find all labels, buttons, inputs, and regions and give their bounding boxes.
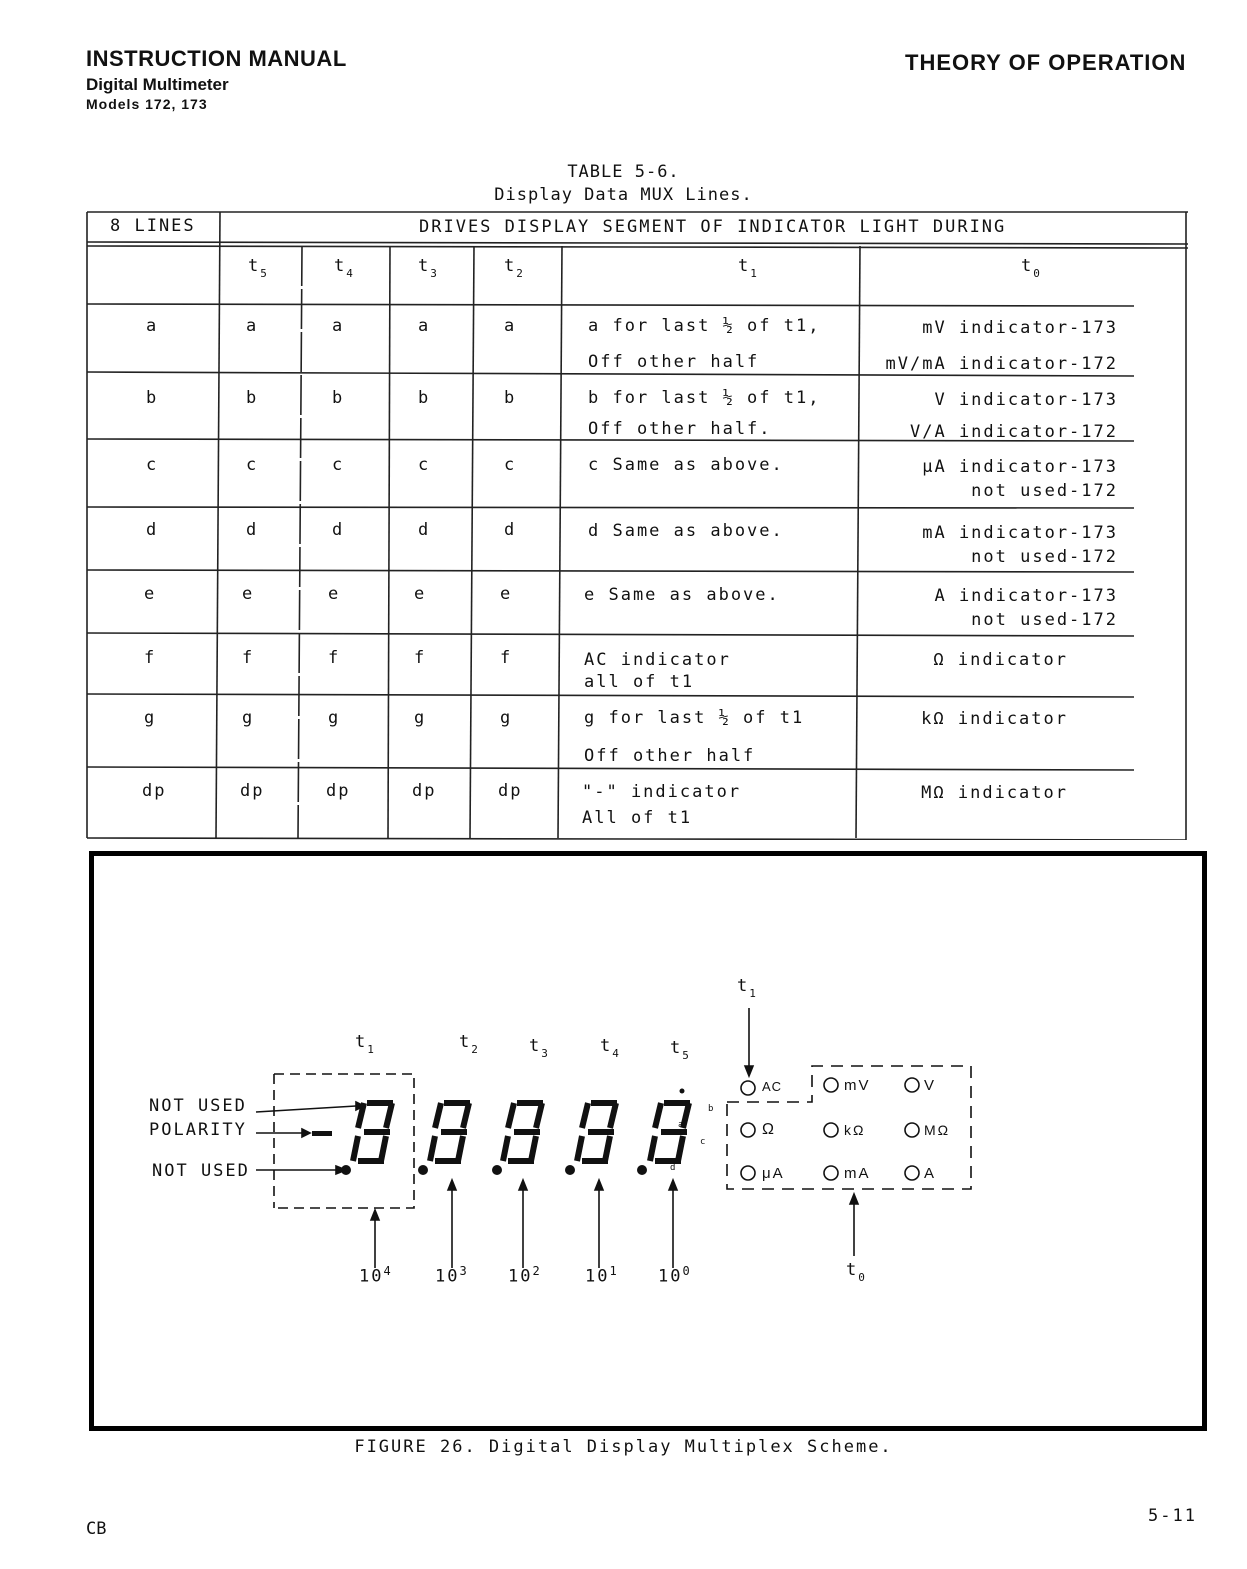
t4-cell: c <box>332 455 345 475</box>
t3-cell: a <box>418 316 431 336</box>
line-cell: g <box>144 708 157 728</box>
t2-cell: b <box>504 388 517 408</box>
t3-cell: dp <box>412 781 437 801</box>
polarity-label: POLARITY <box>149 1120 247 1140</box>
indicator-lamp <box>741 1123 755 1137</box>
indicator-lamp <box>741 1081 755 1095</box>
t3-cell: g <box>414 708 427 728</box>
header-t3: $t_3$ <box>418 256 439 280</box>
line-cell: f <box>144 648 157 668</box>
arrow-head <box>302 1129 310 1137</box>
t0-cell-line1: V indicator-173 <box>934 390 1118 410</box>
digit-segment <box>353 1136 358 1161</box>
indicator-lamp <box>824 1166 838 1180</box>
digit-value-10-0: $10^0$ <box>658 1264 692 1287</box>
digit-value-10-1: $10^1$ <box>585 1264 619 1287</box>
t0-cell-line2: not used-172 <box>971 610 1118 630</box>
indicator-label-mv: mV <box>844 1077 871 1094</box>
t1-cell-line1: "-" indicator <box>582 782 742 802</box>
indicator-lamp <box>741 1166 755 1180</box>
digit-value-10-2: $10^2$ <box>508 1264 542 1287</box>
page-number: 5-11 <box>1148 1506 1197 1526</box>
t4-cell: g <box>328 708 341 728</box>
t0-cell-line1: kΩ indicator <box>921 709 1068 729</box>
t1-cell-line1: d Same as above. <box>588 521 784 541</box>
indicator-label-mohm: MΩ <box>924 1122 951 1138</box>
t2-cell: f <box>500 648 513 668</box>
figure-drawing <box>94 856 1202 1426</box>
header-t0: $t_0$ <box>1021 256 1042 280</box>
decimal-point <box>680 1089 685 1094</box>
section-title: THEORY OF OPERATION <box>905 50 1187 75</box>
digit-segment <box>503 1136 508 1161</box>
t4-cell: f <box>328 648 341 668</box>
digit-segment <box>364 1129 390 1135</box>
t0-cell-line1: mV indicator-173 <box>922 318 1118 338</box>
t0-cell-line1: μA indicator-173 <box>922 457 1118 477</box>
digit-value-10-3: $10^3$ <box>435 1264 469 1287</box>
t0-cell-line1: Ω indicator <box>933 650 1068 670</box>
line-cell: dp <box>142 781 167 801</box>
t1-cell-line2: Off other half <box>584 746 756 766</box>
digit-segment <box>655 1103 661 1128</box>
t5-cell: dp <box>240 781 265 801</box>
indicator-time-t0: $t_0$ <box>846 1260 867 1284</box>
multiplex-figure <box>89 851 1207 1431</box>
indicator-label-kohm: kΩ <box>844 1122 866 1138</box>
decimal-point <box>418 1165 428 1175</box>
digit-segment <box>386 1103 392 1128</box>
segment-letter-a: a <box>678 1120 684 1130</box>
indicator-label-ua: μA <box>762 1165 785 1182</box>
line-cell: b <box>146 388 159 408</box>
t1-cell-line2: all of t1 <box>584 672 695 692</box>
t5-cell: c <box>246 455 259 475</box>
t1-cell-line1: g for last ½ of t1 <box>584 708 805 728</box>
indicator-lamp <box>905 1123 919 1137</box>
mux-lines-table <box>86 208 1188 840</box>
digit-segment <box>536 1103 542 1128</box>
t4-cell: dp <box>326 781 351 801</box>
t2-cell: dp <box>498 781 523 801</box>
digit-segment <box>683 1103 689 1128</box>
t5-cell: e <box>242 584 255 604</box>
digit-segment <box>508 1103 514 1128</box>
t3-cell: f <box>414 648 427 668</box>
indicator-label-a: A <box>924 1165 937 1182</box>
digit-segment <box>650 1136 655 1161</box>
header-8-lines: 8 LINES <box>110 216 196 236</box>
header-t5: $t_5$ <box>248 256 269 280</box>
digit-segment <box>463 1103 469 1128</box>
digit-segment <box>531 1136 536 1161</box>
t5-cell: b <box>246 388 259 408</box>
line-cell: a <box>146 316 159 336</box>
t3-cell: d <box>418 520 431 540</box>
footer-code: CB <box>86 1519 107 1539</box>
manual-subtitle: Digital Multimeter <box>86 75 229 94</box>
table-caption-title: Display Data MUX Lines. <box>494 185 753 205</box>
indicator-lamp <box>824 1078 838 1092</box>
digit-segment <box>582 1103 588 1128</box>
header-drives-display: DRIVES DISPLAY SEGMENT OF INDICATOR LIGHT DURING <box>419 217 1007 237</box>
t5-cell: a <box>246 316 259 336</box>
digit-segment <box>577 1136 582 1161</box>
digit-time-t3: $t_3$ <box>529 1036 550 1060</box>
segment-letter-c: c <box>700 1137 706 1147</box>
t5-cell: d <box>246 520 259 540</box>
digit-time-t4: $t_4$ <box>600 1036 621 1060</box>
t1-cell-line1: AC indicator <box>584 650 731 670</box>
indicator-label-ac: AC <box>762 1079 783 1094</box>
digit-time-t1: $t_1$ <box>355 1032 376 1056</box>
t4-cell: d <box>332 520 345 540</box>
indicator-lamp <box>905 1078 919 1092</box>
header-t4: $t_4$ <box>334 256 355 280</box>
t3-cell: b <box>418 388 431 408</box>
digit-segment <box>678 1136 683 1161</box>
t4-cell: e <box>328 584 341 604</box>
manual-models: Models 172, 173 <box>86 96 208 112</box>
t1-cell-line1: e Same as above. <box>584 585 780 605</box>
polarity-minus-segment <box>312 1131 332 1136</box>
t1-cell-line1: a for last ½ of t1, <box>588 316 821 336</box>
decimal-point <box>637 1165 647 1175</box>
indicator-time-t1: $t_1$ <box>737 976 758 1000</box>
t0-cell-line1: mA indicator-173 <box>922 523 1118 543</box>
t4-cell: a <box>332 316 345 336</box>
line-cell: d <box>146 520 159 540</box>
t1-cell-line2: Off other half <box>588 352 760 372</box>
header-t1: $t_1$ <box>738 256 759 280</box>
seven-segment-digits <box>353 1100 690 1164</box>
indicator-label-ohm: Ω <box>762 1121 776 1138</box>
t2-cell: a <box>504 316 517 336</box>
t1-cell-line1: c Same as above. <box>588 455 784 475</box>
digit-segment <box>435 1103 441 1128</box>
digit-segment <box>588 1129 614 1135</box>
t0-cell-line1: A indicator-173 <box>934 586 1118 606</box>
t5-cell: g <box>242 708 255 728</box>
digit-time-t5: $t_5$ <box>670 1038 691 1062</box>
digit-segment <box>514 1129 540 1135</box>
t2-cell: e <box>500 584 513 604</box>
line-cell: c <box>146 455 159 475</box>
t0-cell-line1: MΩ indicator <box>921 783 1068 803</box>
line-cell: e <box>144 584 157 604</box>
t1-cell-line2: Off other half. <box>588 419 772 439</box>
indicator-lamp <box>824 1123 838 1137</box>
segment-letter-b: b <box>708 1104 714 1114</box>
t1-cell-line2: All of t1 <box>582 808 693 828</box>
not-used-label-bottom: NOT USED <box>152 1161 250 1181</box>
t0-cell-line2: V/A indicator-172 <box>910 422 1118 442</box>
t1-digit-box <box>274 1074 414 1208</box>
not-used-label-top: NOT USED <box>149 1096 247 1116</box>
digit-segment <box>610 1103 616 1128</box>
t2-cell: d <box>504 520 517 540</box>
decimal-point <box>341 1165 351 1175</box>
indicator-label-ma: mA <box>844 1165 871 1182</box>
t4-cell: b <box>332 388 345 408</box>
digit-segment <box>430 1136 435 1161</box>
indicator-lamp <box>905 1166 919 1180</box>
t2-cell: g <box>500 708 513 728</box>
digit-segment <box>458 1136 463 1161</box>
t3-cell: c <box>418 455 431 475</box>
decimal-point <box>492 1165 502 1175</box>
figure-caption: FIGURE 26. Digital Display Multiplex Scheme. <box>354 1437 893 1457</box>
decimal-point <box>565 1165 575 1175</box>
t0-cell-line2: mV/mA indicator-172 <box>885 354 1118 374</box>
digit-segment <box>381 1136 386 1161</box>
segment-letter-d: d <box>670 1163 676 1173</box>
t5-cell: f <box>242 648 255 668</box>
indicator-label-v: V <box>924 1077 937 1094</box>
table-caption-number: TABLE 5-6. <box>567 162 680 182</box>
manual-title: INSTRUCTION MANUAL <box>86 46 347 71</box>
digit-segment <box>441 1129 467 1135</box>
digit-value-10-4: $10^4$ <box>359 1264 393 1287</box>
t1-cell-line1: b for last ½ of t1, <box>588 388 821 408</box>
t0-cell-line2: not used-172 <box>971 547 1118 567</box>
digit-segment <box>605 1136 610 1161</box>
t2-cell: c <box>504 455 517 475</box>
header-t2: $t_2$ <box>504 256 525 280</box>
digit-time-t2: $t_2$ <box>459 1032 480 1056</box>
t3-cell: e <box>414 584 427 604</box>
t0-cell-line2: not used-172 <box>971 481 1118 501</box>
